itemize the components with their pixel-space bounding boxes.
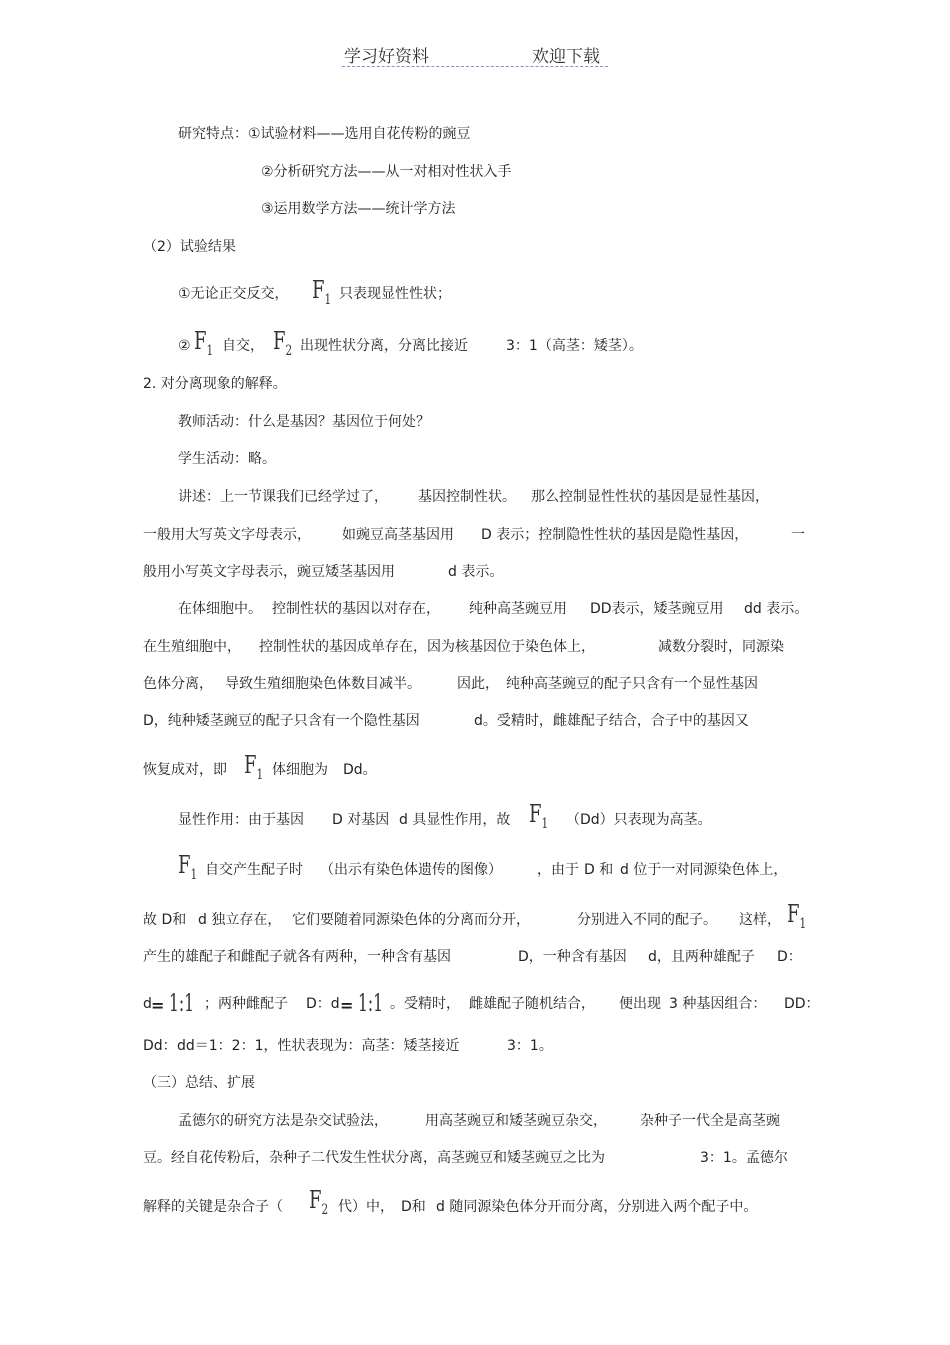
text-seg: DD表示，矮茎豌豆用 — [590, 601, 724, 617]
text-seg: 自交， — [222, 338, 264, 354]
f1-symbol: $F_1$ — [787, 900, 807, 932]
text-seg: 减数分裂时，同源染 — [658, 639, 784, 655]
text-seg: dd 表示。 — [744, 601, 809, 617]
page-header — [342, 42, 608, 67]
section-heading: （三）总结、扩展 — [143, 1075, 255, 1091]
text-seg: 故 D和 — [143, 912, 187, 928]
text-seg: 般用小写英文字母表示，豌豆矮茎基因用 — [143, 564, 395, 580]
text-seg: D，纯种矮茎豌豆的配子只含有一个隐性基因 — [143, 713, 420, 729]
text-seg: 在体细胞中。 — [178, 601, 262, 617]
text-seg: 解释的关键是杂合子（ — [143, 1199, 283, 1215]
text-seg: D 对基因 — [332, 812, 390, 828]
text-seg: 孟德尔的研究方法是杂交试验法， — [178, 1113, 388, 1129]
f1-symbol: $F_1$ — [178, 851, 198, 883]
f2-symbol: $F_2$ — [273, 327, 293, 359]
text-seg: 一 — [791, 527, 805, 543]
text-line: ③运用数学方法——统计学方法 — [261, 201, 456, 217]
header-right: 欢迎下载 — [532, 47, 600, 67]
f2-symbol: $F_2$ — [309, 1186, 329, 1218]
text-seg: 控制性状的基因成单存在，因为核基因位于染色体上， — [259, 639, 595, 655]
text-seg: d，且两种雄配子 — [648, 949, 755, 965]
text-seg: 在生殖细胞中， — [143, 639, 241, 655]
text-seg: ，由于 — [537, 862, 579, 878]
section-heading: （2）试验结果 — [143, 239, 236, 255]
text-seg: 杂种子一代全是高茎豌 — [640, 1113, 780, 1129]
text-seg: 显性作用：由于基因 — [178, 812, 304, 828]
text-seg: d 独立存在， — [198, 912, 282, 928]
text-seg: 讲述：上一节课我们已经学过了， — [178, 489, 388, 505]
text-seg: 自交产生配子时 — [205, 862, 303, 878]
text-seg: 恢复成对，即 — [143, 762, 227, 778]
text-seg: dd＝1：2：1，性状表现为：高茎：矮茎接近 — [177, 1038, 460, 1054]
text-seg: 3：1。孟德尔 — [700, 1150, 788, 1166]
text-seg: D，一种含有基因 — [518, 949, 627, 965]
text-line — [178, 284, 289, 304]
text-line: ②分析研究方法——从一对相对性状入手 — [261, 164, 512, 180]
text-seg: 这样， — [739, 912, 781, 928]
section-heading: 2. 对分离现象的解释。 — [143, 376, 287, 392]
text-seg: 只表现显性性状； — [339, 286, 451, 302]
f1-symbol: $F_1$ — [529, 800, 549, 832]
text-seg: 出现性状分离，分离比接近 — [300, 338, 468, 354]
ratio-symbol: = 1:1 — [151, 989, 194, 1017]
text-seg: 便出现 — [619, 996, 661, 1012]
text-seg: d 表示。 — [448, 564, 504, 580]
text-line: 教师活动：什么是基因？基因位于何处？ — [178, 414, 430, 430]
text-seg: d 随同源染色体分开而分离，分别进入两个配子中。 — [436, 1199, 758, 1215]
text-seg: 用高茎豌豆和矮茎豌豆杂交， — [425, 1113, 607, 1129]
text-seg: 雌雄配子随机结合， — [469, 996, 595, 1012]
text-seg: 纯种高茎豌豆的配子只含有一个显性基因 — [506, 676, 758, 692]
text-seg: D： — [777, 949, 802, 965]
text-seg: D 和 — [584, 862, 614, 878]
text-seg: （出示有染色体遗传的图像） — [320, 862, 502, 878]
text-seg: D：d — [306, 996, 340, 1012]
text-seg: ；两种雌配子 — [204, 996, 288, 1012]
ratio-symbol: = 1:1 — [340, 989, 383, 1017]
text-line: 学生活动：略。 — [178, 451, 276, 467]
text-seg: 产生的雄配子和雌配子就各有两种，一种含有基因 — [143, 949, 451, 965]
text-seg: 基因控制性状。 — [418, 489, 516, 505]
text-seg: 分别进入不同的配子。 — [577, 912, 717, 928]
text-seg: 3：1（高茎：矮茎）。 — [506, 338, 643, 354]
text-seg: 。受精时， — [390, 996, 460, 1012]
text-line: 研究特点：①试验材料——选用自花传粉的豌豆 — [178, 126, 471, 142]
text-seg: d 位于一对同源染色体上， — [620, 862, 788, 878]
text-seg: 3 种基因组合： — [669, 996, 767, 1012]
text-seg: 它们要随着同源染色体的分离而分开， — [292, 912, 530, 928]
text-seg: DD： — [784, 996, 820, 1012]
text-seg: 体细胞为 — [272, 762, 328, 778]
f1-symbol: $F_1$ — [312, 276, 332, 308]
text-seg: （Dd）只表现为高茎。 — [566, 812, 712, 828]
text-seg: 导致生殖细胞染色体数目减半。 — [225, 676, 421, 692]
f1-symbol: $F_1$ — [244, 751, 264, 783]
text-seg: 那么控制显性性状的基因是显性基因， — [531, 489, 769, 505]
text-seg: 因此， — [457, 676, 499, 692]
text-seg: 如豌豆高茎基因用 — [342, 527, 454, 543]
text-seg: 代）中， — [338, 1199, 394, 1215]
text-seg: 一般用大写英文字母表示， — [143, 527, 311, 543]
text-seg: d — [143, 996, 152, 1012]
text-seg: d。受精时，雌雄配子结合，合子中的基因又 — [474, 713, 749, 729]
text-seg: ①无论正交反交， — [178, 286, 289, 302]
text-seg: 豆。经自花传粉后，杂种子二代发生性状分离，高茎豌豆和矮茎豌豆之比为 — [143, 1150, 605, 1166]
text-seg: 色体分离， — [143, 676, 213, 692]
text-seg: Dd： — [143, 1038, 177, 1054]
text-seg: 3：1。 — [507, 1038, 553, 1054]
text-seg: 纯种高茎豌豆用 — [469, 601, 567, 617]
text-seg: Dd。 — [343, 762, 377, 778]
text-seg: D 表示；控制隐性性状的基因是隐性基因， — [481, 527, 749, 543]
text-seg: d 具显性作用，故 — [399, 812, 511, 828]
f1-symbol: $F_1$ — [194, 327, 214, 359]
text-seg: D和 — [401, 1199, 426, 1215]
text-seg: ② — [178, 338, 191, 354]
header-left: 学习好资料 — [344, 47, 429, 67]
text-seg: 控制性状的基因以对存在， — [272, 601, 440, 617]
